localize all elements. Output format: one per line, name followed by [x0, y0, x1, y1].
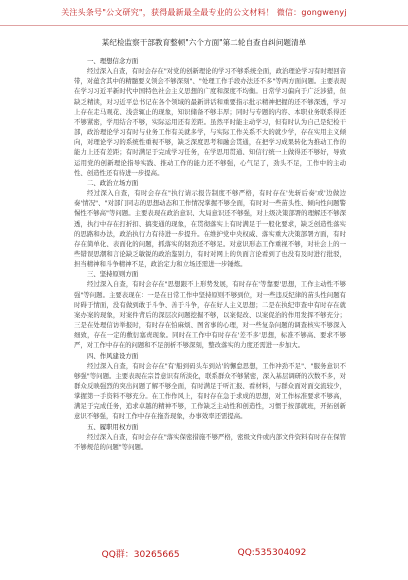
section-heading: 三、坚持原则方面	[87, 270, 139, 279]
section-heading: 五、履职用权方面	[87, 422, 139, 431]
paragraph: 经过深入自查，有时会存在"对党的创新理论的学习不够系统全面，政治理论学习有时理回音带，对蕴含其中的精髓要义领会不够深刻"、"处理工作手段办法还不多"等两方面问题。主要表现在学习习近平新时代中国特色社会主义思想的广度和深度不均衡。日常学习偏向于广泛涉猎，但缺乏精读，对习近平总书记在各个领域的最新讲话和重要指示批示精神把握的还不够深透，学习上存在走马观花、浅尝辄止的现象，知识储备不够丰厚；同时与专题的内容、本职业务联系得还不够紧密，学用结合不够，实际运用还有差距。虽然平时能主动学习，但有时认为自己是纪检干部，政治理论学习有时与业务工作有关就多学，与实际工作关系不大的就少学，存在实用主义倾向，对理论学习的系统性重视不够，缺乏深度思考和融会贯通，在把学习成果转化为推动工作的能力上还有差距；有时满足于完成学习任务，在学思用贯通、知信行统一上做得还不够好，导致运用党的创新理论指导实践、推动工作的能力还不够强，心气足了，劲头不足，工作中的主动性、创造性还有待进一步提高。	[74, 67, 346, 177]
section-heading: 四、作风建设方面	[87, 351, 139, 360]
paragraph: 经过深入自查，有时会存在"执行请示报告制度不够严格，有时存在'先斩后奏'或'边做边奏'情况"、"对部门同志的思想动态和工作情况掌握不够全面，有时对一些苗头性、倾向性问题警惕性不够高"等问题。主要表现在政治意识、大局意识还不够强，对上级决策部署的理解还不够深透，执行中存在打折扣、搞变通的现象，在贯彻落实上有时满足于一般化要求，缺乏创造性落实的思路和办法，政治执行力有待进一步提升。在维护党中央权威、落实重大决策部署方面，有时存在简单化、表面化的问题，抓落实的韧劲还不够足。对意识形态工作重视不够，对社会上的一些错误思潮和言论缺乏敏锐的政治鉴别力，有时对网上的负面言论看到了也没有及时进行批驳，担当精神和斗争精神不足，政治定力和立场还需进一步锤炼。	[74, 189, 346, 269]
banner-text: 关注头条号"公文研究"，获得最新最全最专业的公文材料！ 微信：gongwenyj	[61, 8, 347, 17]
header-banner	[0, 0, 408, 26]
paragraph: 经过深入自查，有时会存在"思想跟不上形势发展，有时存在'等靠要'思想，工作主动性不够强"等问题。主要表现在：一是在日常工作中坚持原则不够到位，对一些违反纪律的苗头性问题有时碍于情面，没有做到敢于斗争、善于斗争，存在好人主义思想；二是在执纪审查中有时存在就案办案的现象，对案件背后的深层次问题挖掘不够，以案促改、以案促治的作用发挥不够充分；三是在处理信访举报时，有时存在怕麻烦、图省事的心理，对一些复杂问题的调查核实不够深入细致，存在一定的敷衍塞责现象。同时在工作中有时存在'差不多'思想，标准不够高、要求不够严，对工作中存在的问题和不足剖析不够深刻，整改落实的力度还需进一步加大。	[74, 280, 346, 350]
document-title: 某纪检监察干部教育整顿"六个方面"第二轮自查自纠问题清单	[101, 38, 307, 47]
section-heading: 一、理想信念方面	[87, 57, 139, 65]
paragraph: 经过深入自查，有时会存在"落实保密措施不够严格，密级文件或内部文件资料有时存在保管不够规范的问题"等问题。	[74, 432, 346, 451]
document-body	[74, 56, 346, 452]
section-heading: 二、政治立场方面	[87, 178, 139, 187]
paragraph: 经过深入自查，有时会存在"有'船到码头车到站'的懈怠思想，工作冲劲不足"、"服务意识不够强"等问题。主要表现在宗旨意识有所淡化，联系群众不够紧密，深入基层调研的次数不多，对群众反映强烈的突出问题了解不够全面，有时满足于听汇报、看材料，与群众面对面交流较少，掌握第一手资料不够充分。在工作作风上，有时存在急于求成的思想，对工作标准要求不够高，满足于完成任务，追求卓越的精神不够，工作缺乏主动性和创造性，习惯于按部就班，开拓创新意识不够强，有时工作中存在拖沓现象，办事效率还需提高。	[74, 361, 346, 421]
qq-group-text: QQ群：30265665	[101, 549, 180, 560]
footer-contact	[0, 540, 408, 566]
qq-number-text: QQ:535304092	[237, 548, 307, 558]
